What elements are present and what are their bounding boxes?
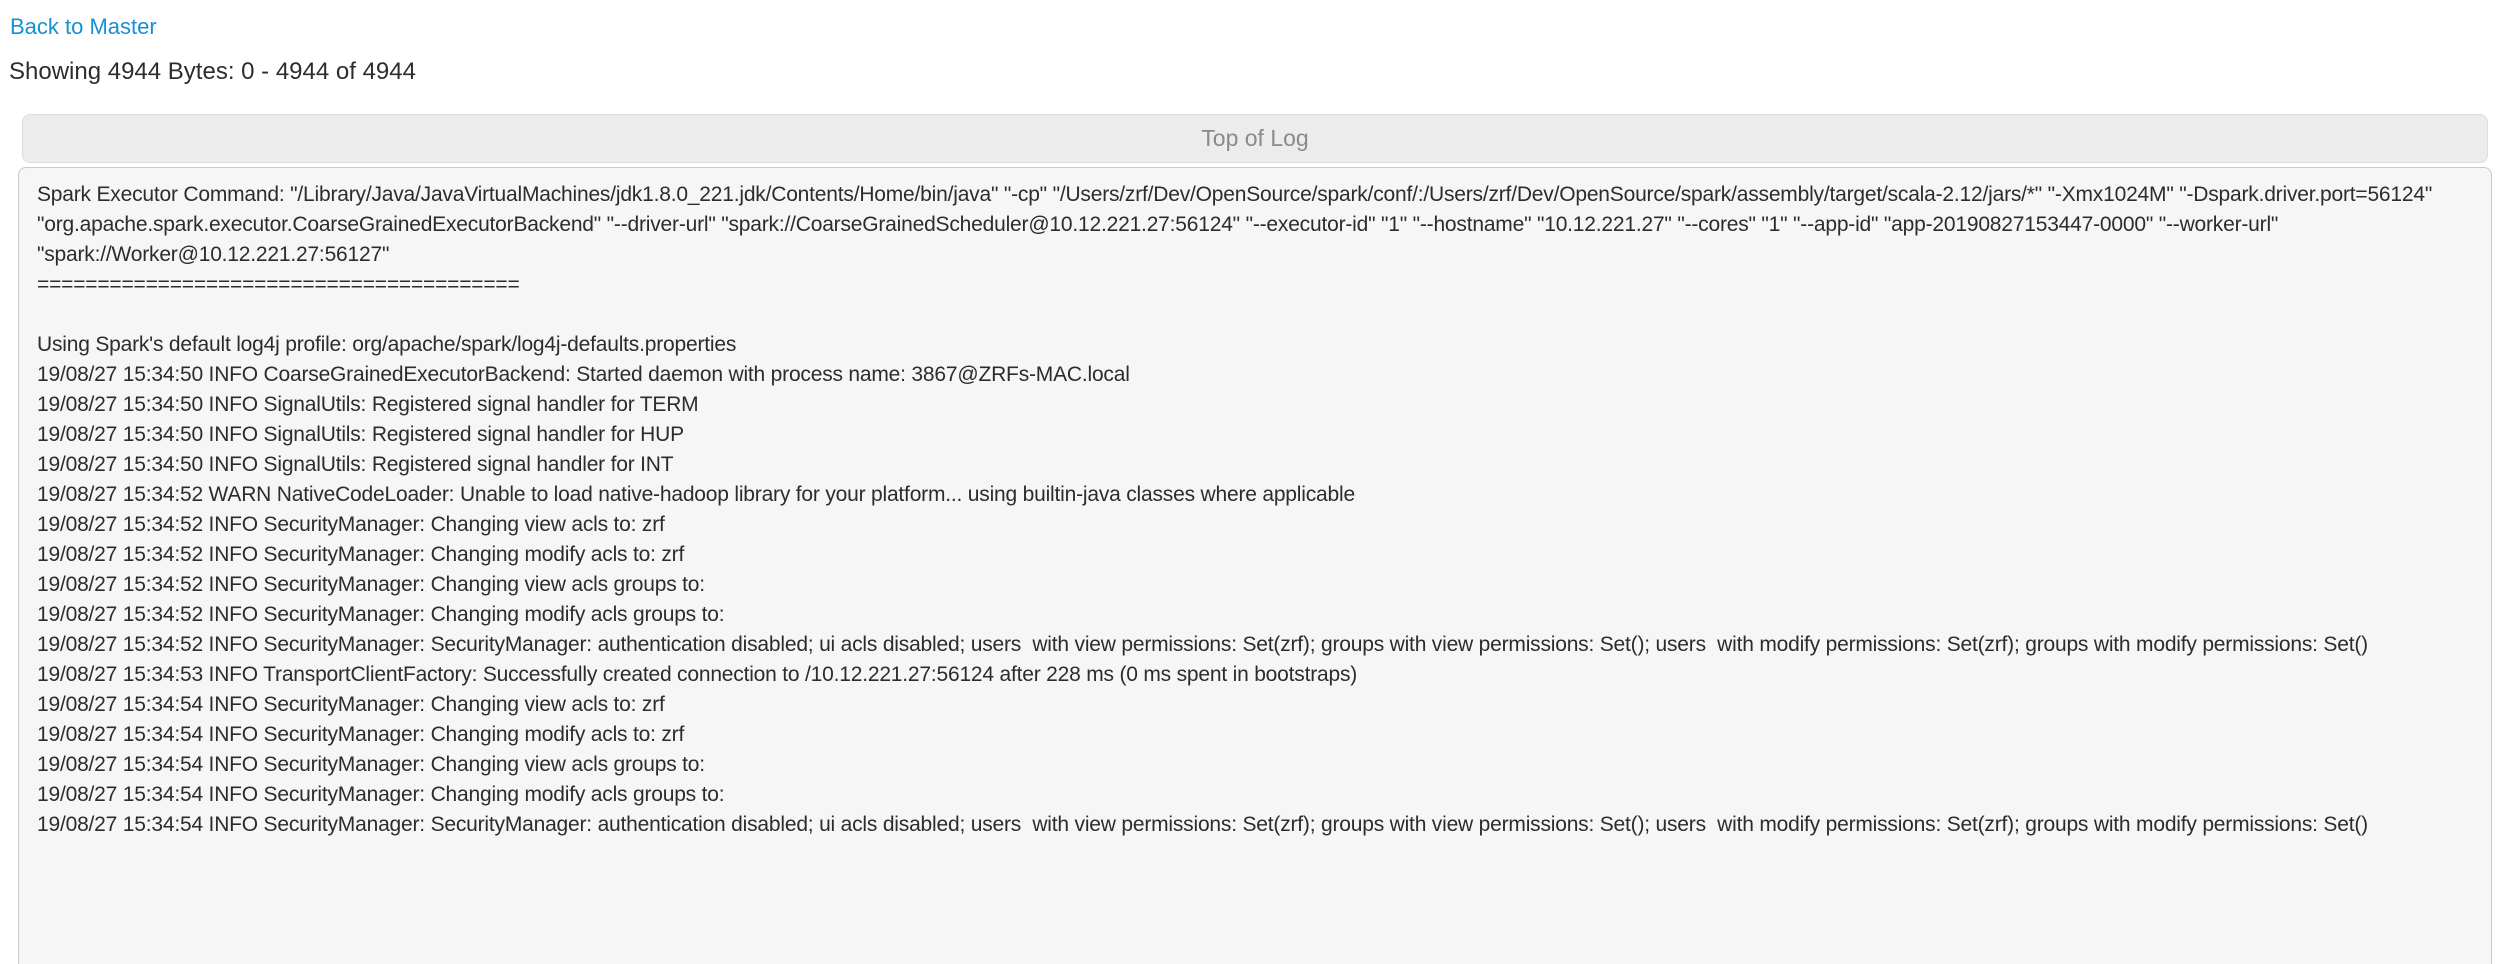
back-to-master-link[interactable]: Back to Master <box>10 14 157 39</box>
log-line: 19/08/27 15:34:53 INFO TransportClientFactory: Successfully created connection to /10.12.221.27:56124 after 228 ms (0 ms spent in bootstraps) <box>37 663 1358 686</box>
log-line: 19/08/27 15:34:52 INFO SecurityManager: Changing modify acls to: zrf <box>37 543 685 566</box>
log-line: 19/08/27 15:34:54 INFO SecurityManager: Changing modify acls groups to: <box>37 783 725 806</box>
log-line: 19/08/27 15:34:52 INFO SecurityManager: Changing view acls to: zrf <box>37 513 665 536</box>
log-line: 19/08/27 15:34:52 INFO SecurityManager: SecurityManager: authentication disabled; ui acls disabled; users with view permissions: Set(zrf); groups with view permissions: Set(); users with modify permissions: Set(zrf); groups with modify permissions: Set() <box>37 633 2368 656</box>
log-line: 19/08/27 15:34:54 INFO SecurityManager: SecurityManager: authentication disabled; ui acls disabled; users with view permissions: Set(zrf); groups with view permissions: Set(); users with modify permissions: Set(zrf); groups with modify permissions: Set() <box>37 813 2368 836</box>
log-line: 19/08/27 15:34:54 INFO SecurityManager: Changing view acls to: zrf <box>37 693 665 716</box>
log-line: Using Spark's default log4j profile: org/apache/spark/log4j-defaults.properties <box>37 333 737 356</box>
log-line: 19/08/27 15:34:50 INFO CoarseGrainedExecutorBackend: Started daemon with process name: 3867@ZRFs-MAC.local <box>37 363 1130 386</box>
log-line: 19/08/27 15:34:54 INFO SecurityManager: Changing view acls groups to: <box>37 753 705 776</box>
log-line: Spark Executor Command: "/Library/Java/JavaVirtualMachines/jdk1.8.0_221.jdk/Contents/Home/bin/java" "-cp" "/Users/zrf/Dev/OpenSource/spark/conf/:/Users/zrf/Dev/OpenSource/spark/assembly/target/scala-2.12/jars/*" "-Xmx1024M" "-Dspark.driver.port=56124" "org.apache.spark.executor.CoarseGrainedExecutorBackend" "--driver-url" "spark://CoarseGrainedScheduler@10.12.221.27:56124" "--executor-id" "1" "--hostname" "10.12.221.27" "--cores" "1" "--app-id" "app-20190827153447-0000" "--worker-url" "spark://Worker@10.12.221.27:56127" <box>37 183 2438 266</box>
log-line: 19/08/27 15:34:50 INFO SignalUtils: Registered signal handler for TERM <box>37 393 699 416</box>
log-line <box>37 300 2473 330</box>
log-line: 19/08/27 15:34:52 INFO SecurityManager: Changing view acls groups to: <box>37 573 705 596</box>
top-of-log-button[interactable]: Top of Log <box>22 114 2488 163</box>
log-content-area[interactable] <box>18 167 2492 964</box>
log-line: 19/08/27 15:34:54 INFO SecurityManager: Changing modify acls to: zrf <box>37 723 685 746</box>
log-line: 19/08/27 15:34:50 INFO SignalUtils: Registered signal handler for INT <box>37 453 674 476</box>
log-line: 19/08/27 15:34:50 INFO SignalUtils: Registered signal handler for HUP <box>37 423 684 446</box>
log-line: ======================================== <box>37 273 520 296</box>
log-line: 19/08/27 15:34:52 WARN NativeCodeLoader: Unable to load native-hadoop library for your platform... using builtin-java classes where applicable <box>37 483 1355 506</box>
byte-range-status: Showing 4944 Bytes: 0 - 4944 of 4944 <box>9 58 416 85</box>
log-lines <box>37 180 2473 840</box>
log-line: 19/08/27 15:34:52 INFO SecurityManager: Changing modify acls groups to: <box>37 603 725 626</box>
